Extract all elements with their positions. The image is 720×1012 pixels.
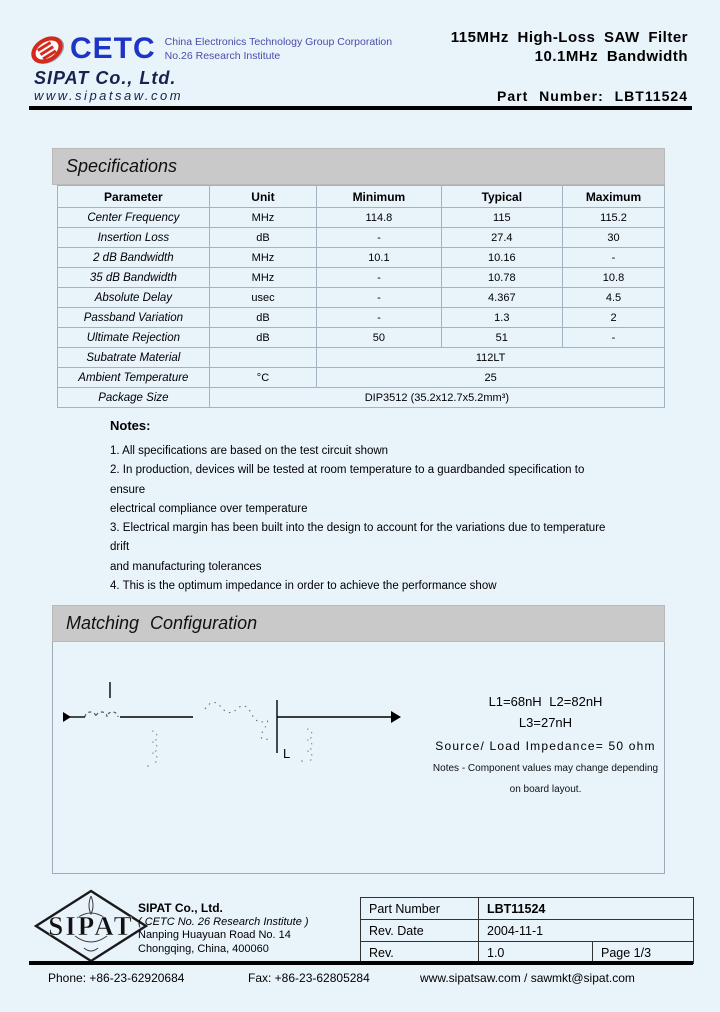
spec-value: 30 bbox=[563, 228, 665, 248]
spec-parameter: Absolute Delay bbox=[58, 288, 210, 308]
spec-value bbox=[209, 348, 316, 368]
footer-address-line2: Chongqing, China, 400060 bbox=[138, 942, 269, 955]
spec-value: DIP3512 (35.2x12.7x5.2mm³) bbox=[209, 388, 664, 408]
table-row bbox=[58, 228, 665, 248]
part-number-value: LBT11524 bbox=[479, 898, 694, 920]
spec-parameter: Insertion Loss bbox=[58, 228, 210, 248]
cetc-swirl-icon bbox=[28, 27, 68, 73]
product-title-line1: 115MHz High-Loss SAW Filter bbox=[450, 29, 688, 46]
fax-number: Fax: +86-23-62805284 bbox=[248, 971, 370, 985]
matching-note-line1: Notes - Component values may change depending bbox=[432, 763, 659, 774]
specifications-table bbox=[57, 185, 665, 408]
notes-block bbox=[110, 418, 610, 596]
inductor-l1-icon bbox=[85, 712, 118, 717]
part-number-label: Part Number bbox=[361, 898, 479, 920]
spec-column-header: Parameter bbox=[58, 186, 210, 208]
impedance-value: Source/ Load Impedance= 50 ohm bbox=[435, 739, 656, 753]
spec-value: dB bbox=[209, 308, 316, 328]
spec-value: °C bbox=[209, 368, 316, 388]
spec-column-header: Typical bbox=[441, 186, 562, 208]
spec-value: 112LT bbox=[317, 348, 665, 368]
table-row bbox=[58, 308, 665, 328]
footer-divider bbox=[29, 961, 693, 965]
note-line: 1. All specifications are based on the test circuit shown bbox=[110, 445, 389, 457]
spec-value: 4.367 bbox=[441, 288, 562, 308]
note-line: 2. In production, devices will be tested at room temperature to a guardbanded specification to ensure bbox=[110, 464, 585, 496]
table-row bbox=[58, 248, 665, 268]
cetc-corp-line: China Electronics Technology Group Corporation bbox=[164, 36, 393, 48]
header-divider bbox=[29, 106, 692, 110]
spec-value: - bbox=[563, 248, 665, 268]
spec-value: 10.1 bbox=[317, 248, 441, 268]
table-row bbox=[58, 288, 665, 308]
rev-value: 1.0 bbox=[479, 942, 593, 964]
svg-text:SIPAT: SIPAT bbox=[48, 911, 134, 941]
spec-value: - bbox=[317, 268, 441, 288]
phone-number: Phone: +86-23-62920684 bbox=[48, 971, 185, 985]
footer-address-block bbox=[138, 902, 309, 956]
sipat-diamond-logo bbox=[32, 888, 150, 964]
matching-box bbox=[52, 642, 665, 874]
cetc-wordmark: CETC bbox=[70, 32, 156, 65]
matching-values-block bbox=[428, 694, 663, 795]
spec-column-header: Maximum bbox=[563, 186, 665, 208]
table-row bbox=[58, 208, 665, 228]
matching-circuit-diagram bbox=[55, 661, 455, 811]
l3-label: L bbox=[283, 746, 291, 761]
spec-column-header: Minimum bbox=[317, 186, 441, 208]
spec-parameter: Package Size bbox=[58, 388, 210, 408]
company-website: www.sipatsaw.com bbox=[34, 88, 184, 103]
cetc-institute-line: No.26 Research Institute bbox=[164, 50, 281, 62]
spec-table-body bbox=[58, 208, 665, 408]
inductor-l2-icon bbox=[152, 731, 157, 764]
spec-value: MHz bbox=[209, 268, 316, 288]
rev-label: Rev. bbox=[361, 942, 479, 964]
spec-parameter: 35 dB Bandwidth bbox=[58, 268, 210, 288]
spec-value: MHz bbox=[209, 208, 316, 228]
table-row bbox=[58, 328, 665, 348]
spec-value: dB bbox=[209, 228, 316, 248]
page-indicator: Page 1/3 bbox=[593, 942, 694, 964]
spec-parameter: Subatrate Material bbox=[58, 348, 210, 368]
spec-value: 25 bbox=[317, 368, 665, 388]
spec-value: usec bbox=[209, 288, 316, 308]
note-line: electrical compliance over temperature bbox=[110, 502, 308, 515]
matching-section-title: Matching Configuration bbox=[52, 605, 665, 642]
spec-column-header: Unit bbox=[209, 186, 316, 208]
spec-value: 4.5 bbox=[563, 288, 665, 308]
cetc-logo bbox=[28, 27, 392, 73]
footer-address-line1: Nanping Huayuan Road No. 14 bbox=[138, 929, 291, 941]
l1-l2-values: L1=68nH L2=82nH bbox=[488, 694, 603, 709]
footer-institute: ( CETC No. 26 Research Institute ) bbox=[138, 915, 309, 928]
spec-value: MHz bbox=[209, 248, 316, 268]
footer-revision-table bbox=[360, 897, 694, 964]
note-line: 3. Electrical margin has been built into the design to account for the variations due to temperature drift bbox=[110, 522, 606, 554]
rev-date-value: 2004-11-1 bbox=[479, 920, 694, 942]
contact-line bbox=[0, 971, 720, 991]
spec-value: dB bbox=[209, 328, 316, 348]
table-row bbox=[361, 898, 694, 920]
notes-title: Notes: bbox=[110, 418, 151, 433]
l3-value: L3=27nH bbox=[518, 715, 573, 730]
spec-value: 51 bbox=[441, 328, 562, 348]
product-title-line2: 10.1MHz Bandwidth bbox=[534, 48, 688, 65]
footer-company: SIPAT Co., Ltd. bbox=[138, 901, 223, 915]
part-number-line: Part Number: LBT11524 bbox=[497, 88, 688, 104]
web-and-email: www.sipatsaw.com / sawmkt@sipat.com bbox=[420, 971, 635, 985]
spec-value: 10.16 bbox=[441, 248, 562, 268]
spec-value: - bbox=[317, 288, 441, 308]
spec-parameter: 2 dB Bandwidth bbox=[58, 248, 210, 268]
spec-value: - bbox=[317, 308, 441, 328]
matching-note-line2: on board layout. bbox=[509, 784, 582, 795]
spec-value: 10.78 bbox=[441, 268, 562, 288]
spec-value: - bbox=[563, 328, 665, 348]
product-title bbox=[451, 28, 688, 66]
table-row bbox=[58, 368, 665, 388]
spec-parameter: Ultimate Rejection bbox=[58, 328, 210, 348]
company-name: SIPAT Co., Ltd. bbox=[34, 68, 177, 88]
spec-value: 114.8 bbox=[317, 208, 441, 228]
spec-value: 1.3 bbox=[441, 308, 562, 328]
table-row bbox=[58, 348, 665, 368]
spec-value: 2 bbox=[563, 308, 665, 328]
table-row bbox=[58, 388, 665, 408]
spec-value: 115.2 bbox=[563, 208, 665, 228]
saw-device-icon bbox=[205, 702, 269, 739]
spec-header-row bbox=[58, 186, 665, 208]
spec-value: 50 bbox=[317, 328, 441, 348]
spec-value: 115 bbox=[441, 208, 562, 228]
table-row bbox=[361, 920, 694, 942]
spec-parameter: Center Frequency bbox=[58, 208, 210, 228]
specifications-section-title: Specifications bbox=[52, 148, 665, 185]
spec-value: 27.4 bbox=[441, 228, 562, 248]
note-line: 4. This is the optimum impedance in order to achieve the performance show bbox=[110, 580, 497, 593]
output-arrow-icon bbox=[391, 711, 401, 723]
inductor-l3-icon bbox=[307, 729, 312, 762]
spec-parameter: Passband Variation bbox=[58, 308, 210, 328]
spec-parameter: Ambient Temperature bbox=[58, 368, 210, 388]
spec-value: - bbox=[317, 228, 441, 248]
table-row bbox=[58, 268, 665, 288]
spec-value: 10.8 bbox=[563, 268, 665, 288]
rev-date-label: Rev. Date bbox=[361, 920, 479, 942]
note-line: and manufacturing tolerances bbox=[110, 560, 262, 573]
